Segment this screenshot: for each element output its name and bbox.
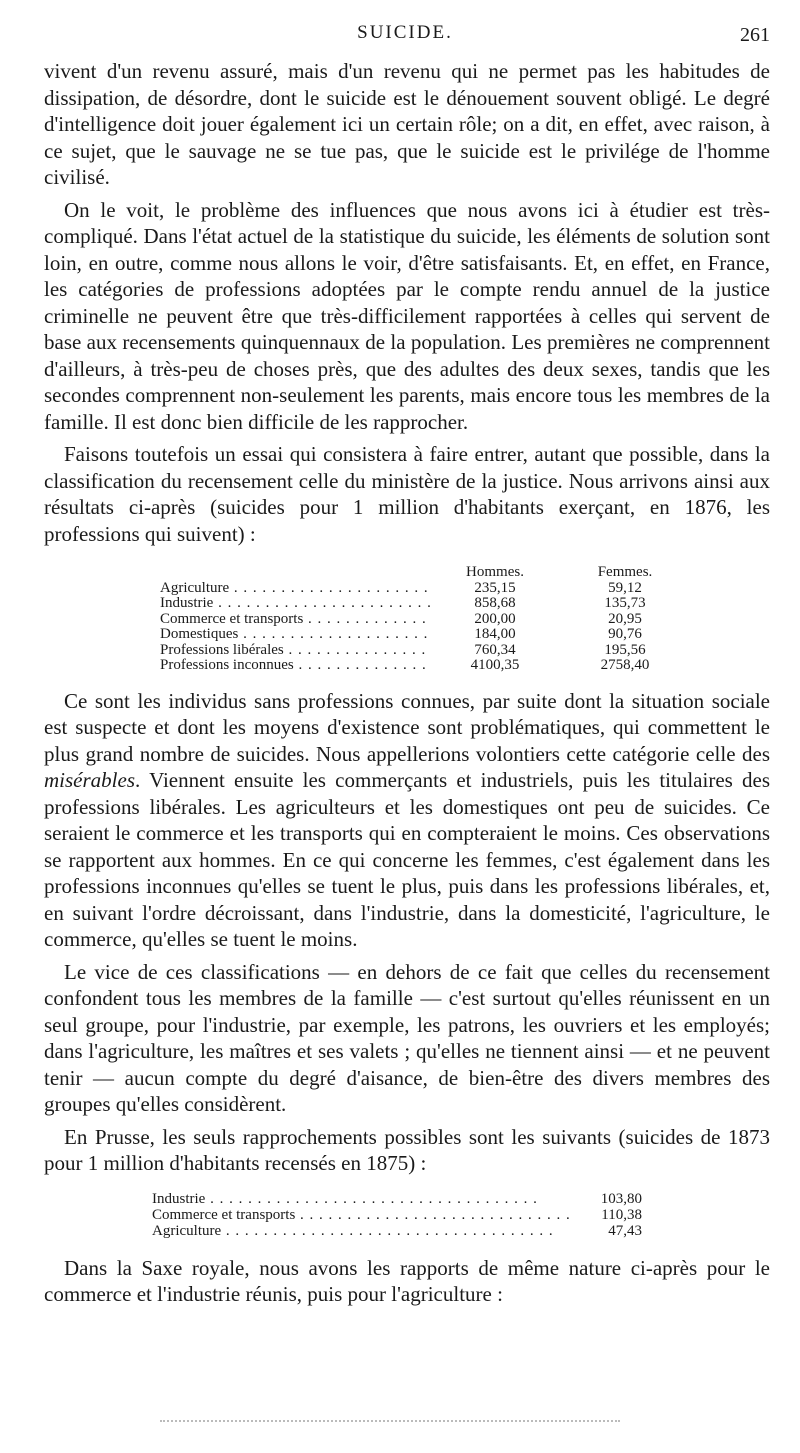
table-row [160,581,770,597]
row-label: Agriculture [152,1222,222,1239]
table-france [160,565,770,674]
value-women: 90,76 [608,626,642,642]
paragraph-4-end: . Viennent ensuite les commerçants et industriels, puis les titulaires des professions libérales. Les agriculteurs et les domestiques ont peu de suicides. Ce seraient le commerce et les transports qui en compteraient le moins. Ces observations se rapportent aux hommes. En ce qui concerne les femmes, c'est également dans les professions inconnues qu'elles se tuent le plus, puis dans les professions libérales, et, en suivant l'ordre décroissant, dans l'industrie, dans la domesticité, l'agriculture, le commerce, qu'elles se tuent le moins. [44,768,770,951]
row-label: Agriculture [160,580,230,596]
paragraph-6: En Prusse, les seuls rapprochements possibles sont les suivants (suicides de 1873 pour 1 million d'habitants recensés en 1875) : [44,1124,770,1175]
column-header-men: Hommes. [466,564,524,580]
column-header-women: Femmes. [597,564,653,580]
table-header [160,565,770,581]
running-head: SUICIDE. [357,22,453,43]
row-label: Industrie [152,1190,206,1207]
value-men: 184,00 [474,626,516,642]
bleed-through-dots [160,1410,620,1422]
value-women: 2758,40 [600,657,650,673]
row-value: 103,80 [600,1190,642,1207]
row-label: Commerce et transports [152,1206,296,1223]
value-men: 235,15 [474,579,516,596]
table-row [160,596,770,612]
table-row [152,1223,642,1239]
table-row [160,643,770,659]
value-men: 760,34 [474,641,516,658]
page-number: 261 [740,24,770,46]
paragraph-4 [44,688,770,953]
value-women: 20,95 [608,610,642,627]
paragraph-4-start: Ce sont les individus sans professions connues, par suite dont la situation sociale est suspecte et dont les moyens d'existence sont problématiques, qui commettent le plus grand nombre de suicides. Nous appellerions volontiers cette catégorie celle des [44,688,770,766]
value-women: 195,56 [604,641,646,658]
paragraph-5: Le vice de ces classifications — en dehors de ce fait que celles du recensement confondent tous les membres de la famille — c'est surtout qu'elles réunissent en un seul groupe, pour l'industrie, par exemple, les patrons, les ouvriers et les employés; dans l'agriculture, les maîtres et ses valets ; qu'elles ne tiennent ainsi — et ne peuvent tenir — aucun compte du degré d'aisance, de bien-être des divers membres des groupes qu'elles considèrent. [44,959,770,1116]
paragraph-2: On le voit, le problème des influences que nous avons ici à étudier est très-compliqué. Dans l'état actuel de la statistique du suicide, les éléments de solution sont loin, en outre, comme nous allons le voir, d'être satisfaisants. Et, en effet, en France, les catégories de professions adoptées par le compte rendu annuel de la justice criminelle ne peuvent être que très-difficilement rapportées à celles qui servent de base aux recensements quinquennaux de la population. Les premières ne comprennent d'ailleurs, à très-peu de choses près, que des adultes des deux sexes, tandis que les secondes comprennent non-seulement les parents, mais encore tous les membres de la famille. Il est donc bien difficile de les rapprocher. [44,197,770,434]
paragraph-4-emphasis: misérables [44,768,135,792]
paragraph-7: Dans la Saxe royale, nous avons les rapports de même nature ci-après pour le commerce et l'industrie réunis, puis pour l'agriculture : [44,1255,770,1306]
table-row [160,627,770,643]
table-row [152,1207,642,1223]
row-label: Commerce et transports [160,611,304,627]
value-men: 858,68 [474,595,516,611]
table-row [160,658,770,674]
row-value: 110,38 [601,1206,642,1223]
value-men: 200,00 [474,610,516,627]
paragraph-1: vivent d'un revenu assuré, mais d'un revenu qui ne permet pas les habitudes de dissipation, de désordre, dont le suicide est le dénouement souvent obligé. Le degré d'intelligence doit jouer également ici un certain rôle; on a dit, en effet, avec raison, à ce sujet, que le sauvage ne se tue pas, que le suicide est le privilége de l'homme civilisé. [44,59,770,189]
row-label: Professions inconnues [160,658,294,673]
value-women: 135,73 [604,595,646,611]
table-row [160,612,770,628]
value-women: 59,12 [608,579,642,596]
page-header [40,18,770,48]
row-label: Industrie [160,596,214,611]
row-label: Domestiques [160,627,239,642]
table-row [152,1191,642,1207]
body-text [44,58,770,1308]
value-men: 4100,35 [470,657,520,673]
row-label: Professions libérales [160,642,284,658]
row-value: 47,43 [608,1222,642,1239]
paragraph-3: Faisons toutefois un essai qui consistera à faire entrer, autant que possible, dans la classification du recensement celle du ministère de la justice. Nous arrivons ainsi aux résultats ci-après (suicides pour 1 million d'habitants exerçant, en 1876, les professions qui suivent) : [44,442,770,546]
table-prusse [152,1191,642,1239]
